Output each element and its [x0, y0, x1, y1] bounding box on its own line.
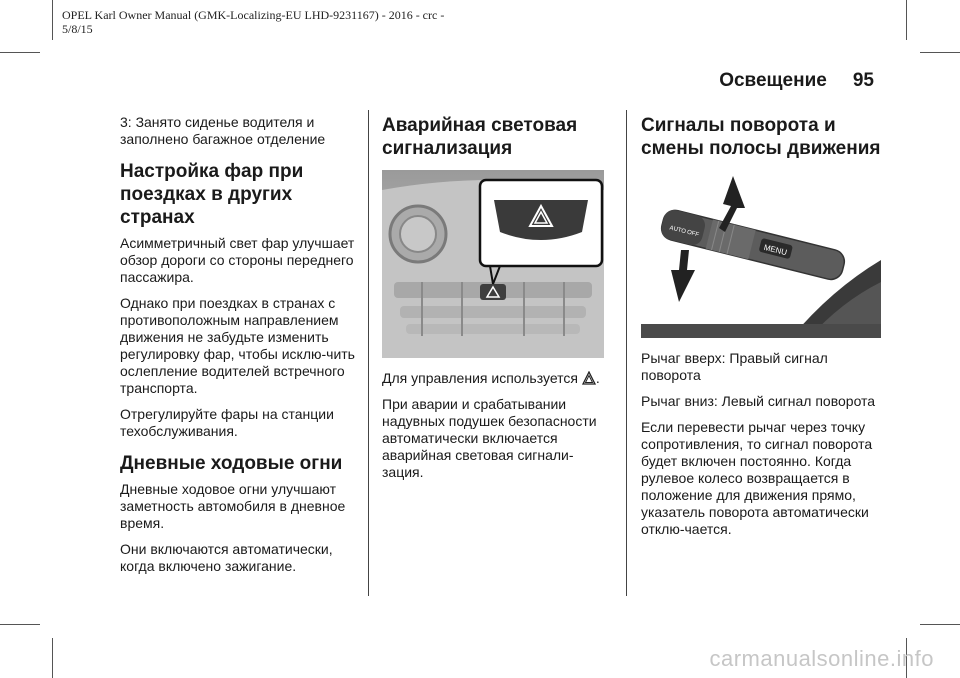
crop-mark: [52, 0, 53, 40]
crop-mark: [0, 624, 40, 625]
paragraph: Дневные ходовое огни улучшают заметность автомобиля в дневное время.: [120, 481, 346, 531]
column-3: [641, 114, 881, 547]
paragraph: [382, 370, 604, 387]
crop-mark: [52, 638, 53, 678]
paragraph: Однако при поездках в странах с противоположным направлением движения не забудьте изменить регулировку фар, чтобы исклю-чить ослепление водителей встречного транспорта.: [120, 295, 355, 396]
paragraph: Если перевести рычаг через точку сопротивления, то сигнал поворота будет включен постоянно. Когда рулевое колесо возвращается в положение для движения прямо, указатель поворота автоматически отклю-чается.: [641, 419, 873, 537]
column-2: [382, 114, 604, 490]
heading-hazard-lights: Аварийная световая сигнализация: [382, 115, 578, 159]
crop-mark: [920, 52, 960, 53]
column-divider: [368, 110, 369, 596]
paragraph: Рычаг вверх: Правый сигнал поворота: [641, 350, 828, 383]
crop-mark: [920, 624, 960, 625]
header-line: OPEL Karl Owner Manual (GMK-Localizing-EU LHD-9231167) - 2016 - crc -: [62, 8, 445, 22]
heading-headlight-abroad: Настройка фар при поездках в других странах: [120, 161, 304, 228]
paragraph: Асимметричный свет фар улучшает обзор дороги со стороны переднего пассажира.: [120, 235, 355, 285]
header-line: 5/8/15: [62, 22, 93, 36]
crop-mark: [906, 0, 907, 40]
section-title: Освещение: [719, 70, 827, 91]
hazard-triangle-icon: [582, 371, 596, 385]
paragraph: Рычаг вниз: Левый сигнал поворота: [641, 393, 876, 409]
turn-signal-stalk-figure: [641, 170, 881, 338]
paragraph: 3: Занято сиденье водителя и заполнено багажное отделение: [120, 114, 326, 147]
column-divider: [626, 110, 627, 596]
text: Для управления используется: [382, 370, 578, 386]
page-number: 95: [852, 70, 874, 91]
hazard-switch-figure: [382, 170, 604, 358]
text: .: [595, 370, 600, 386]
column-1: [120, 114, 358, 584]
heading-turn-signals: Сигналы поворота и смены полосы движения: [641, 115, 881, 159]
running-head: [719, 70, 874, 92]
paragraph: При аварии и срабатывании надувных подушек безопасности автоматически включается аварийная световая сигнали-зация.: [382, 396, 597, 480]
paragraph: Отрегулируйте фары на станции техобслуживания.: [120, 406, 334, 439]
paragraph: Они включаются автоматически, когда включено зажигание.: [120, 541, 333, 574]
stalk-label-off: OFF: [686, 229, 700, 239]
heading-daytime-lights: Дневные ходовые огни: [120, 453, 343, 474]
document-header: [62, 8, 522, 36]
stalk-label-menu: MENU: [762, 242, 788, 258]
watermark: carmanualsonline.info: [709, 646, 934, 671]
stalk-label-auto: AUTO: [668, 225, 687, 236]
crop-mark: [0, 52, 40, 53]
